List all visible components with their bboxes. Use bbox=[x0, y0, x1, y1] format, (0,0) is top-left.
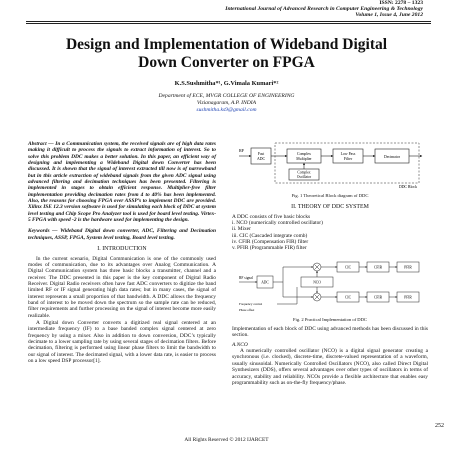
intro-heading: I. INTRODUCTION bbox=[97, 246, 147, 253]
list-item: ii. Mixer bbox=[232, 226, 251, 233]
block-list bbox=[232, 220, 428, 252]
affiliation-city: Vizianagaram, A.P. INDIA bbox=[196, 100, 257, 106]
svg-text:NCO: NCO bbox=[313, 280, 321, 285]
svg-text:Complex: Complex bbox=[297, 152, 311, 156]
fig2-practical-ddc-diagram bbox=[237, 255, 423, 315]
list-item: iii. CIC (Cascaded integrate comb) bbox=[232, 232, 308, 239]
header-rule-2 bbox=[26, 23, 431, 24]
svg-text:Oscillator: Oscillator bbox=[296, 175, 312, 179]
nco-heading: A.NCO bbox=[232, 341, 248, 348]
fig2-freq-label: Frequency control bbox=[239, 301, 263, 306]
svg-text:Filter: Filter bbox=[343, 157, 353, 161]
svg-text:CIC: CIC bbox=[345, 265, 351, 270]
list-item: iv. CFIR (Compensation FIR) filter bbox=[232, 239, 309, 246]
list-item: i. NCO (numerically controlled oscillator) bbox=[232, 220, 323, 227]
svg-text:ADC: ADC bbox=[256, 157, 266, 161]
svg-text:PFIR: PFIR bbox=[404, 265, 412, 270]
svg-text:Fast: Fast bbox=[257, 152, 265, 156]
abstract: Abstract — In a Communication system, the received signals are of high data rates making it difficult to process the signals to extract information of interest. So to solve this problem DDC makes a better solution. In this paper, an efficient way of designing and implementing a Wideband Digital down Converter has been discussed. It is shown that the signal of interest extracted till now is of narrowband but in this article extraction of wideband signals from the given ADC signal using advanced filtering and decimation techniques has been presented. Filtering is implemented in stages to obtain efficient response. Multiplier-free filter implementation providing decimation rates from 4 to 40% has been implemented. Also, the reasons for choosing FPGA over ASSP’s to implement DDC are provided. Xilinx ISE 12.3 version software is used for simulating each block of DDC at system level testing and Chip Scope Pro Analyzer tool is used for board level testing. Virtex-5 FPGA with speed -2 is the hardware used for implementing the design. bbox=[28, 141, 216, 224]
theory-intro: A DDC consists of five basic blocks bbox=[232, 213, 311, 220]
intro-paragraph-2: A Digital down Converter converts a digitized real signal centered at an intermediate frequency (IF) to a base banded complex signal centered at zero frequency by using a mixer. Also in addition to down conversion, DDC’s typically decimate to a lower sampling rate by using several stages of decimation filters. Before decimation, filtering is performed using linear phase filters to limit the bandwidth to our signal of interest. The decimated signal, with a lower data rate, is easier to process on a low speed DSP processor[1]. bbox=[28, 319, 216, 364]
fig1-ddc-label: DDC Block bbox=[398, 185, 417, 189]
fig1-caption: Fig. 1 Theoretical Block diagram of DDC bbox=[291, 193, 369, 198]
svg-text:Complex: Complex bbox=[297, 170, 311, 175]
affiliation-dept: Department of ECE, MVGR COLLEGE OF ENGINEERING bbox=[158, 93, 295, 99]
authors: K.S.Sushmitha*¹, G.Vimala Kumari*² bbox=[174, 80, 279, 87]
fig2-caption: Fig. 2 Practical Implementation of DDC bbox=[293, 316, 367, 322]
fig2-phase-label: Phase offset bbox=[239, 307, 255, 312]
journal-header bbox=[0, 0, 453, 18]
header-rule-1 bbox=[26, 21, 431, 22]
intro-paragraph-1: In the current scenario, Digital Communication is one of the commonly used modes of communication, due to its advantages over Analog Communication. A Digital Communication system has three basic blocks a transmitter, channel and a receiver. The DDC presented in this paper is the key component of Digital Radio Receiver. Digital Radio receivers often have fast ADC converters to digitize the band limited RF or IF signal generating high data rates; but in many cases, the signal of interest represents a small proportion of that bandwidth. A DDC allows the frequency band of interest to be moved down the spectrum so the sample rate can be reduced, filter requirements and further processing on the signal of interest become more easily realizable. bbox=[28, 255, 216, 319]
svg-text:CIC: CIC bbox=[345, 295, 351, 300]
svg-text:Low Pass: Low Pass bbox=[340, 152, 356, 156]
fig2-input-label: RF signal bbox=[239, 275, 253, 280]
svg-text:CFIR: CFIR bbox=[374, 295, 382, 300]
svg-text:CFIR: CFIR bbox=[374, 265, 382, 270]
copyright-footer: All Rights Reserved © 2012 IJARCET bbox=[184, 437, 269, 443]
right-column bbox=[232, 141, 428, 387]
svg-text:ADC: ADC bbox=[261, 280, 269, 285]
svg-text:PFIR: PFIR bbox=[404, 295, 412, 300]
page-number: 252 bbox=[435, 423, 444, 429]
keywords: Keywords — Wideband Digital down converter, ADC, Filtering and Decimation techniques, ASSP, FPGA, System level testing, Board level testing. bbox=[28, 228, 216, 241]
volume-info: Volume 1, Issue 4, June 2012 bbox=[355, 12, 423, 18]
left-column bbox=[28, 141, 216, 365]
fig1-adc-block bbox=[251, 148, 271, 164]
issn: ISSN: 2278 – 1323 bbox=[379, 0, 423, 6]
theory-heading: II. THEORY OF DDC SYSTEM bbox=[291, 204, 369, 211]
journal-name: International Journal of Advanced Research in Computer Engineering & Technology bbox=[225, 6, 423, 12]
svg-text:Decimator: Decimator bbox=[383, 155, 401, 159]
list-item: v. PFIR (Programmable FIR) filter bbox=[232, 245, 307, 252]
paper-title: Design and Implementation of Wideband Digital Down Converter on FPGA bbox=[65, 36, 388, 71]
nco-paragraph: A numerically controlled oscillator (NCO) is a digital signal generator creating a synchronous (i.e. clocked), discrete-time, discrete-valued representation of a waveform, usually sinusoidal. Numerically Controlled Oscillators (NCO), also called Direct Digital Synthesizers (DDS), offers several advantages over other types of oscillators in terms of accuracy, stability and reliability. NCOs provide a flexible architecture that enables easy programmability such as on-the-fly frequency/phase. bbox=[232, 348, 428, 386]
fig1-ddc-block-diagram bbox=[237, 141, 423, 191]
svg-text:Multiplier: Multiplier bbox=[296, 157, 312, 161]
fig1-rf-label: RF bbox=[239, 148, 245, 153]
author-email[interactable]: sushmitha.ks9@gmail.com bbox=[196, 107, 257, 113]
theory-paragraph: Implementation of each block of DDC using advanced methods has been discussed in this section. bbox=[232, 326, 428, 339]
